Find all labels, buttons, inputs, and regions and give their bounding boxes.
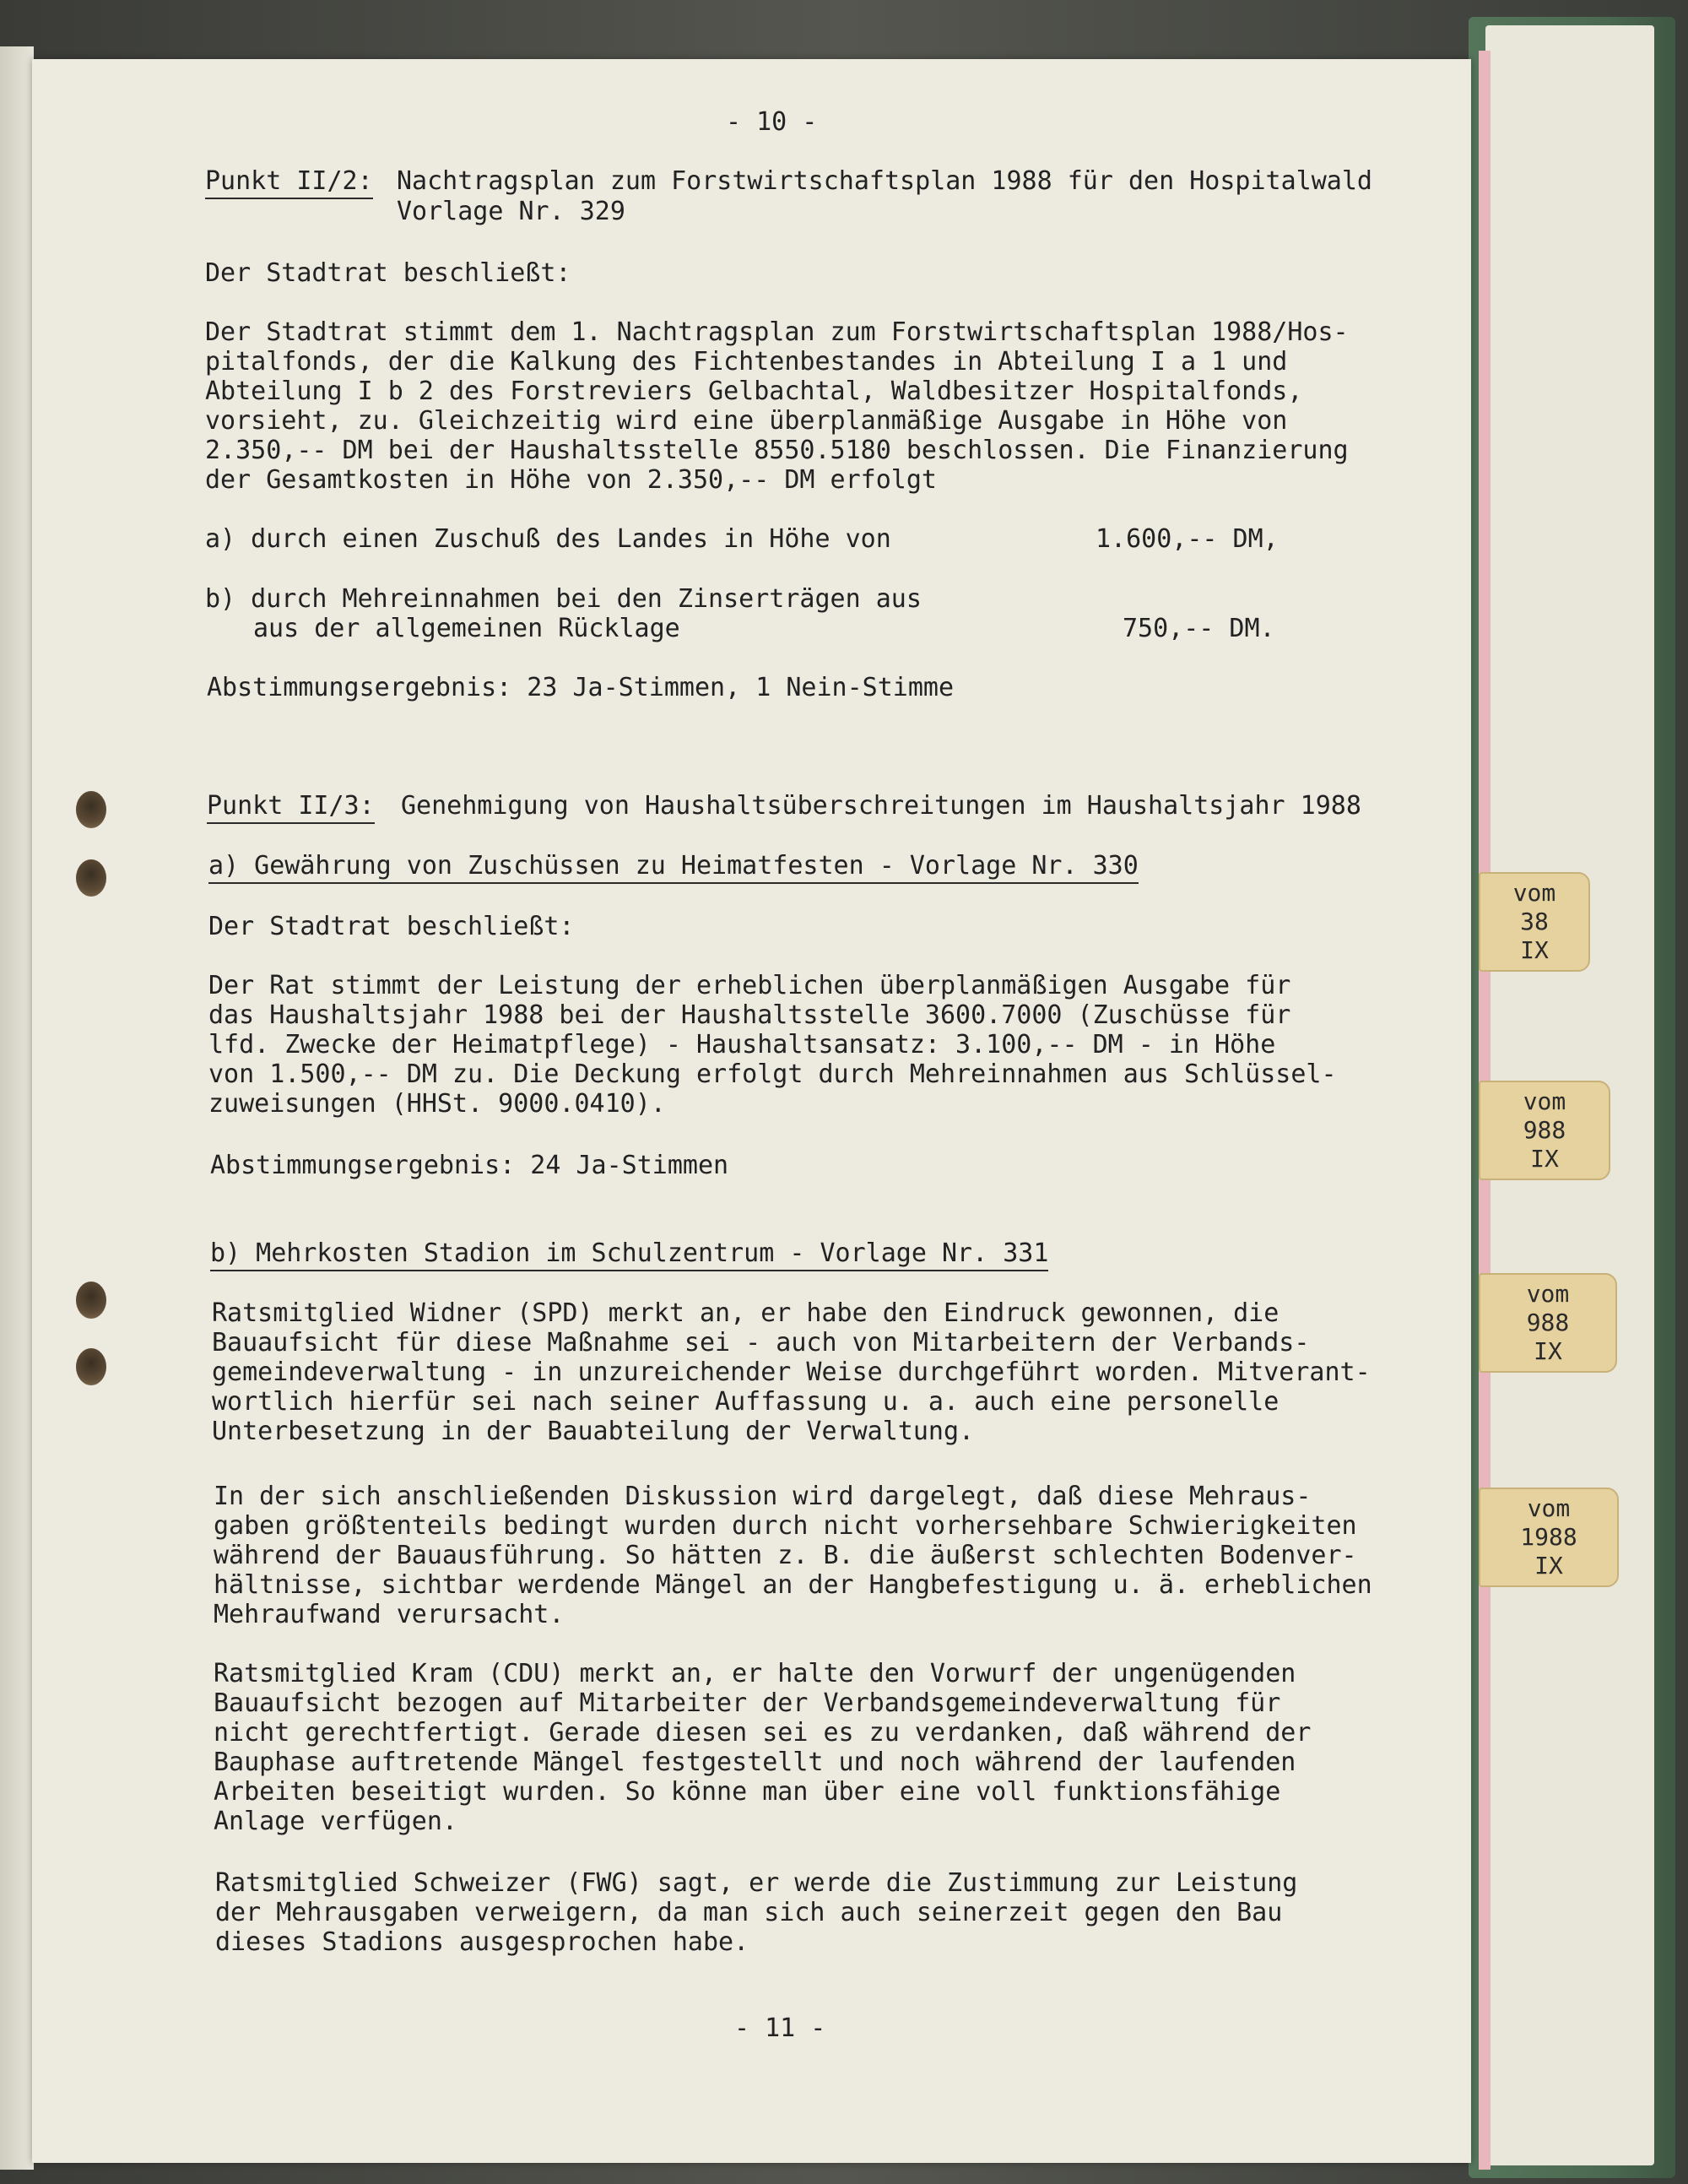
section-label: Punkt II/3: xyxy=(207,791,375,824)
resolution-intro: Der Stadtrat beschließt: xyxy=(205,258,571,288)
vote-result: Abstimmungsergebnis: 23 Ja-Stimmen, 1 Nein-Stimme xyxy=(207,673,955,702)
paragraph-line: In der sich anschließenden Diskussion wird dargelegt, daß diese Mehraus- xyxy=(214,1482,1312,1511)
paragraph-line: Ratsmitglied Kram (CDU) merkt an, er halte den Vorwurf der ungenügenden xyxy=(214,1659,1296,1688)
tab-text: vom xyxy=(1527,1494,1571,1522)
paragraph-line: Bauaufsicht für diese Maßnahme sei - auch von Mitarbeitern der Verbands- xyxy=(212,1328,1310,1358)
paragraph-line: von 1.500,-- DM zu. Die Deckung erfolgt durch Mehreinnahmen aus Schlüssel- xyxy=(208,1059,1337,1089)
tab-text: 988 xyxy=(1523,1116,1566,1144)
section-title: Vorlage Nr. 329 xyxy=(397,197,625,226)
index-tab xyxy=(1479,1488,1619,1587)
paragraph-line: der Mehrausgaben verweigern, da man sich auch seinerzeit gegen den Bau xyxy=(215,1898,1283,1927)
paragraph-line: das Haushaltsjahr 1988 bei der Haushaltsstelle 3600.7000 (Zuschüsse für xyxy=(208,1000,1291,1030)
paragraph-line: Ratsmitglied Schweizer (FWG) sagt, er werde die Zustimmung zur Leistung xyxy=(215,1868,1298,1898)
tab-text: IX xyxy=(1534,1552,1563,1580)
tab-text: 988 xyxy=(1526,1309,1570,1336)
punch-hole xyxy=(76,859,106,897)
subsection-title: b) Mehrkosten Stadion im Schulzentrum - Vorlage Nr. 331 xyxy=(210,1238,1048,1271)
tab-text: 1988 xyxy=(1520,1523,1577,1551)
tab-text: vom xyxy=(1523,1087,1566,1115)
financing-amount: 750,-- DM. xyxy=(1123,614,1275,643)
paragraph-line: der Gesamtkosten in Höhe von 2.350,-- DM erfolgt xyxy=(205,465,937,495)
punch-hole xyxy=(76,1282,106,1319)
paragraph-line: Unterbesetzung in der Bauabteilung der Verwaltung. xyxy=(212,1417,975,1446)
paragraph-line: vorsieht, zu. Gleichzeitig wird eine überplanmäßige Ausgabe in Höhe von xyxy=(205,406,1288,436)
paragraph-line: 2.350,-- DM bei der Haushaltsstelle 8550.5180 beschlossen. Die Finanzierung xyxy=(205,436,1349,465)
tab-text: IX xyxy=(1520,936,1549,964)
section-title: Nachtragsplan zum Forstwirtschaftsplan 1988 für den Hospitalwald xyxy=(397,166,1372,196)
tab-text: 38 xyxy=(1520,908,1549,935)
paragraph-line: Bauphase auftretende Mängel festgestellt und noch während der laufenden xyxy=(214,1748,1296,1777)
tab-text: vom xyxy=(1512,879,1556,907)
page-number-top: - 10 - xyxy=(726,107,818,137)
tab-text: IX xyxy=(1534,1337,1562,1365)
paragraph-line: gemeindeverwaltung - in unzureichender Weise durchgeführt worden. Mitverant- xyxy=(212,1358,1371,1387)
punch-hole xyxy=(76,791,106,828)
paragraph-line: Der Stadtrat stimmt dem 1. Nachtragsplan zum Forstwirtschaftsplan 1988/Hos- xyxy=(205,317,1349,347)
tab-text: vom xyxy=(1526,1280,1570,1308)
section-label: Punkt II/2: xyxy=(205,166,373,199)
page-number-bottom: - 11 - xyxy=(734,2013,826,2043)
paragraph-line: Ratsmitglied Widner (SPD) merkt an, er habe den Eindruck gewonnen, die xyxy=(212,1298,1280,1328)
paragraph-line: Anlage verfügen. xyxy=(214,1807,457,1836)
financing-item: aus der allgemeinen Rücklage xyxy=(253,614,680,643)
financing-item: b) durch Mehreinnahmen bei den Zinserträgen aus xyxy=(205,584,922,614)
paragraph-line: wortlich hierfür sei nach seiner Auffassung u. a. auch eine personelle xyxy=(212,1387,1280,1417)
paragraph-line: gaben größtenteils bedingt wurden durch nicht vorhersehbare Schwierigkeiten xyxy=(214,1511,1357,1541)
paragraph-line: Arbeiten beseitigt wurden. So könne man über eine voll funktionsfähige xyxy=(214,1777,1281,1807)
vote-result: Abstimmungsergebnis: 24 Ja-Stimmen xyxy=(210,1151,729,1180)
tab-text: IX xyxy=(1530,1145,1559,1173)
financing-amount: 1.600,-- DM, xyxy=(1096,524,1279,554)
paragraph-line: lfd. Zwecke der Heimatpflege) - Haushaltsansatz: 3.100,-- DM - in Höhe xyxy=(208,1030,1276,1059)
paragraph-line: pitalfonds, der die Kalkung des Fichtenbestandes in Abteilung I a 1 und xyxy=(205,347,1288,377)
index-tab xyxy=(1479,1273,1617,1373)
punch-hole xyxy=(76,1348,106,1385)
paragraph-line: während der Bauausführung. So hätten z. B. die äußerst schlechten Bodenver- xyxy=(214,1541,1357,1570)
paragraph-line: Bauaufsicht bezogen auf Mitarbeiter der Verbandsgemeindeverwaltung für xyxy=(214,1688,1281,1718)
paragraph-line: dieses Stadions ausgesprochen habe. xyxy=(215,1927,749,1957)
paragraph-line: Abteilung I b 2 des Forstreviers Gelbachtal, Waldbesitzer Hospitalfonds, xyxy=(205,377,1303,406)
paragraph-line: Mehraufwand verursacht. xyxy=(214,1600,565,1629)
paragraph-line: Der Rat stimmt der Leistung der erheblichen überplanmäßigen Ausgabe für xyxy=(208,971,1291,1000)
index-tab xyxy=(1479,872,1590,972)
index-tab xyxy=(1479,1081,1610,1180)
resolution-intro: Der Stadtrat beschließt: xyxy=(208,912,575,941)
left-page-edge xyxy=(0,46,34,2170)
paragraph-line: hältnisse, sichtbar werdende Mängel an der Hangbefestigung u. ä. erheblichen xyxy=(214,1570,1372,1600)
financing-item: a) durch einen Zuschuß des Landes in Höhe von xyxy=(205,524,891,554)
subsection-title: a) Gewährung von Zuschüssen zu Heimatfesten - Vorlage Nr. 330 xyxy=(208,851,1139,884)
paragraph-line: zuweisungen (HHSt. 9000.0410). xyxy=(208,1089,666,1119)
section-title: Genehmigung von Haushaltsüberschreitungen im Haushaltsjahr 1988 xyxy=(401,791,1361,821)
paragraph-line: nicht gerechtfertigt. Gerade diesen sei es zu verdanken, daß während der xyxy=(214,1718,1312,1748)
